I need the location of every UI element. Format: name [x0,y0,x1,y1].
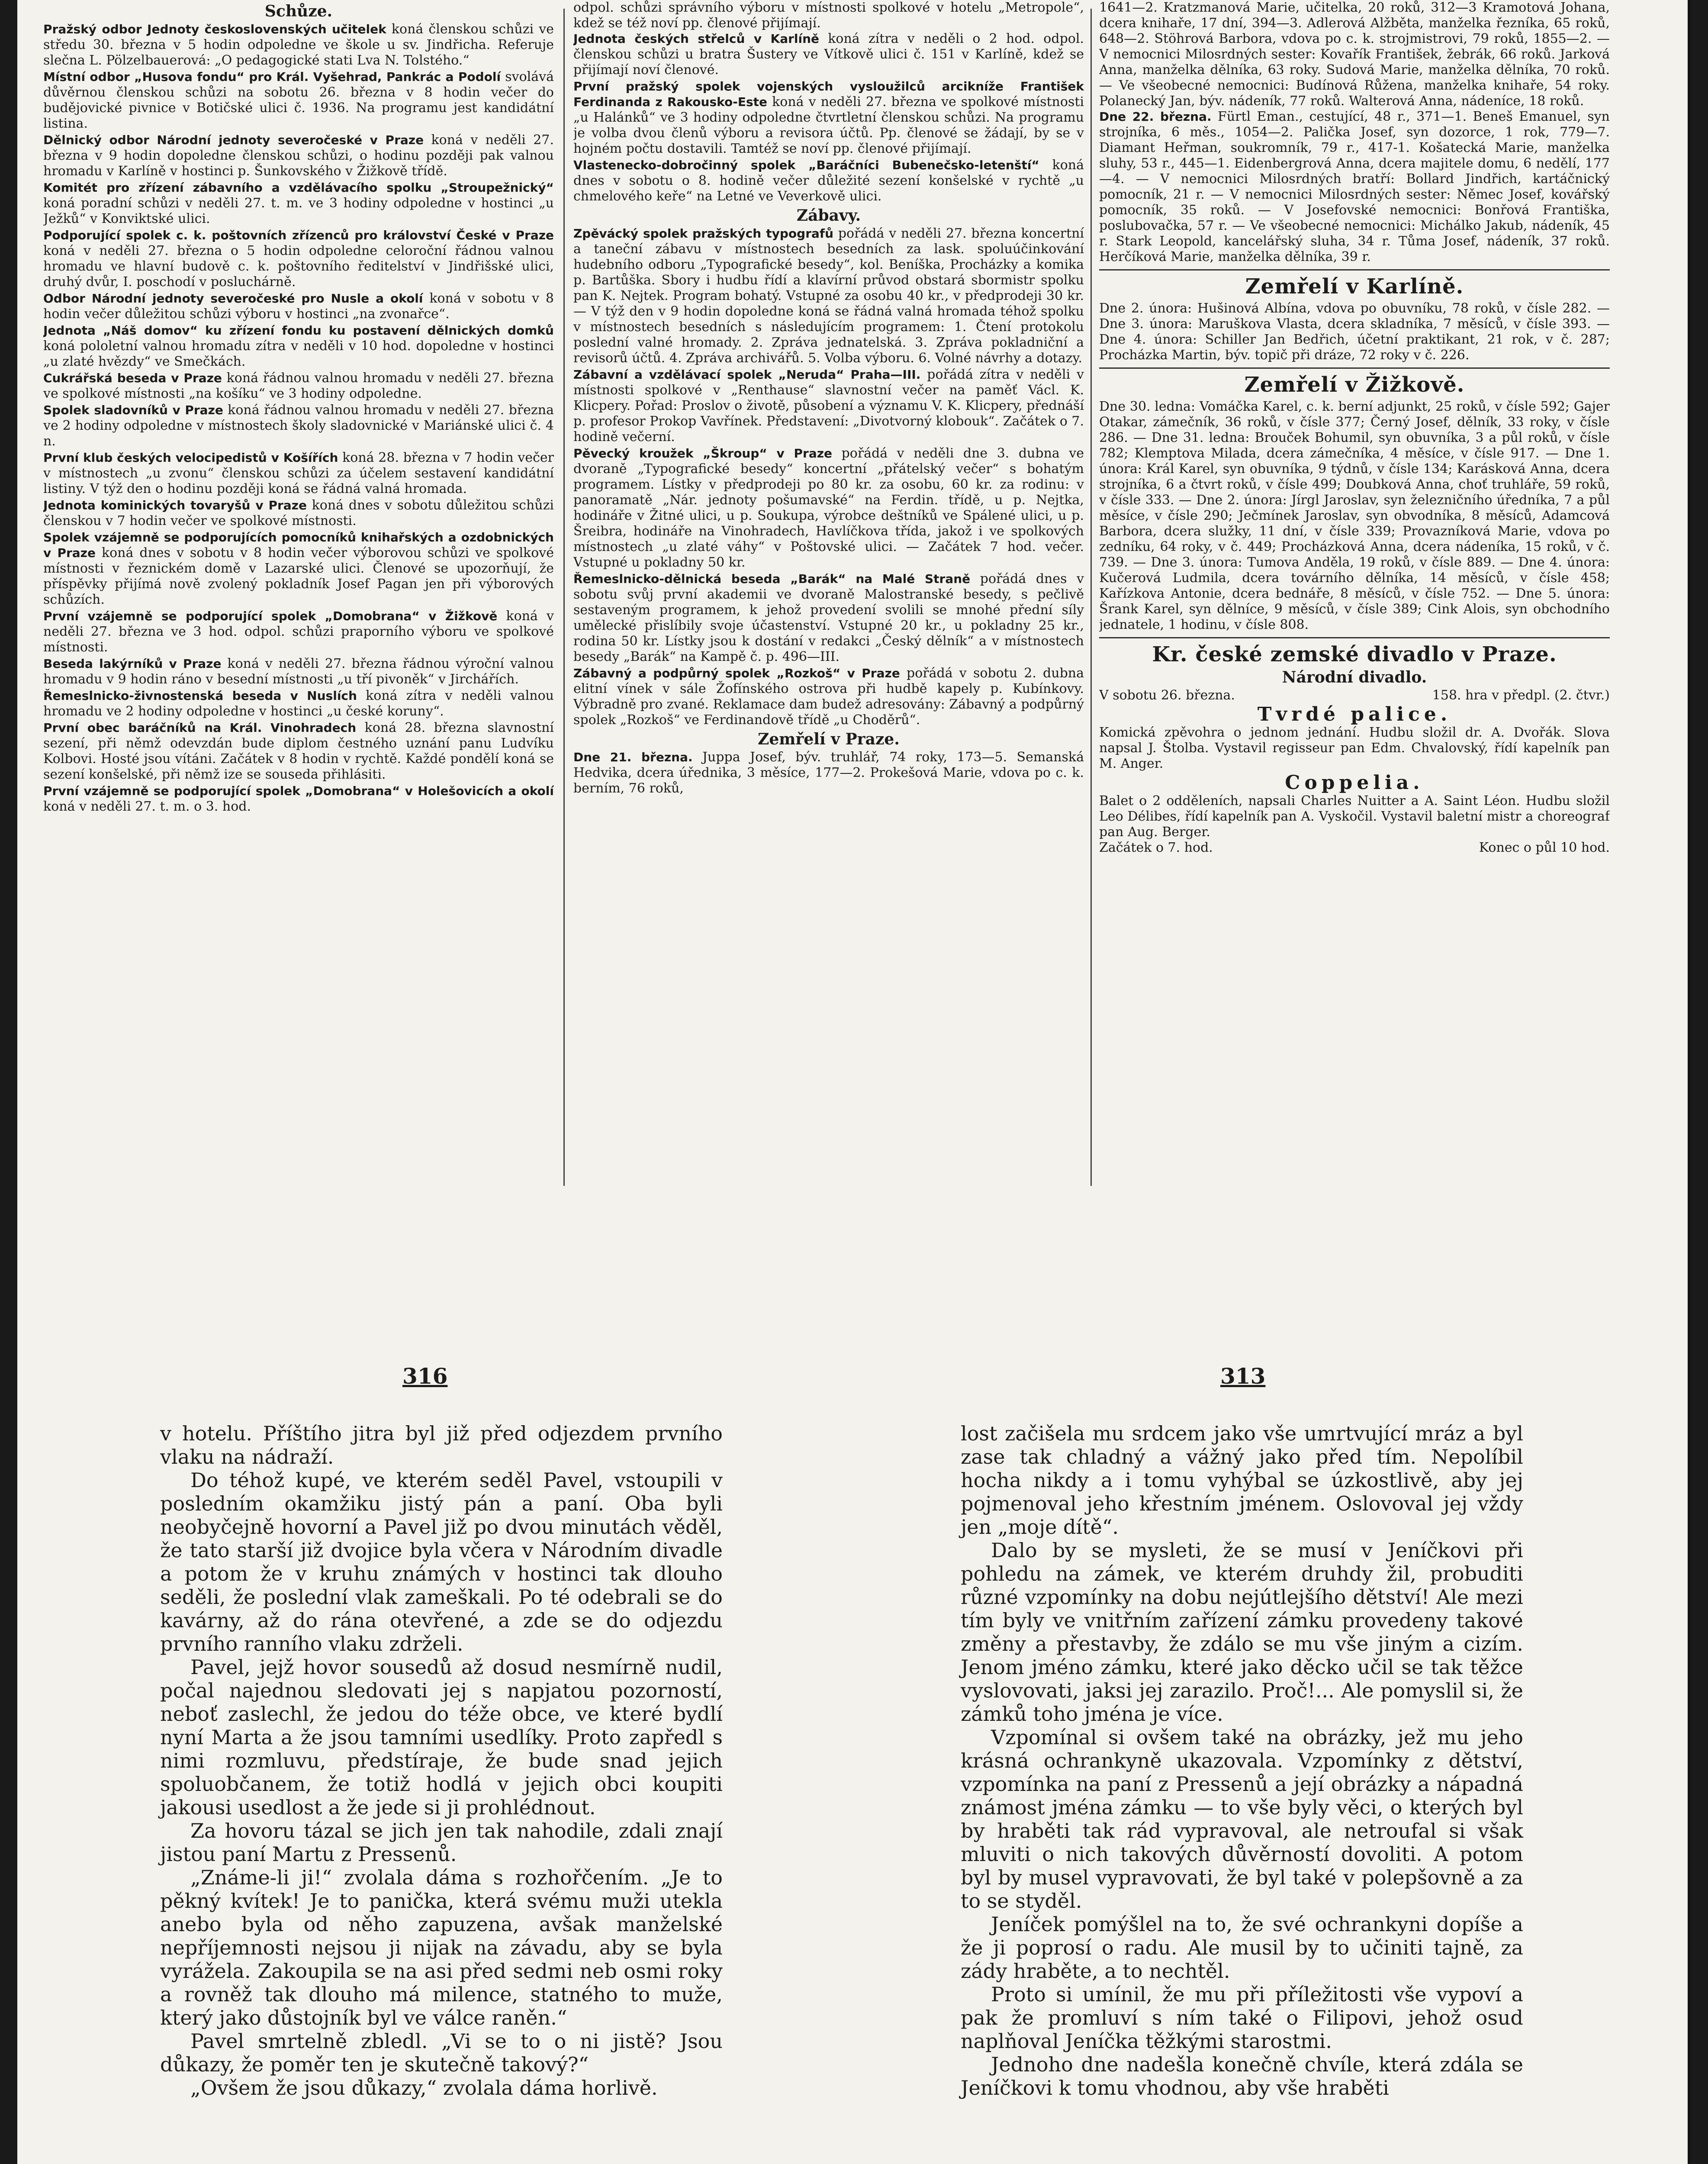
notice-item [43,783,554,815]
notice-body: pořádá zítra v neděli v místnosti spolkové v „Renthause“ slavnostní večer na paměť Václ. K. Klicpery. Pořad: Proslov o životě, působení a významu V. K. Klicpery, přednáší p. profesor Prokop Vavřínek. Představení: „Divotvorný klobouk“. Začátek o 7. hodině večerní. [573,367,1084,444]
novel-paragraph: Jednoho dne nadešla konečně chvíle, která zdála se Jeníčkovi k tomu vhodnou, aby vše hraběti [961,2053,1523,2100]
section-heading: Coppelia. [1285,772,1424,794]
notice-heading: Dělnický odbor Národní jednoty severočeské v Praze [43,133,424,147]
notice-heading: První vzájemně se podporující spolek „Domobrana“ v Holešovicích a okolí [43,784,554,798]
notice-heading: Podporující spolek c. k. poštovních zřízenců pro království České v Praze [43,228,554,242]
notice-heading: Vlastenecko-dobročinný spolek „Baráčníci Bubenečsko-letenští“ [573,158,1039,172]
notice-body: koná v neděli 27. t. m. o 3. hod. [43,799,251,814]
paragraph: Dne 30. ledna: Vomáčka Karel, c. k. berní adjunkt, 25 roků, v čísle 592; Gajer Otakar, zámečník, 36 roků, v čísle 377; Černý Josef, dělník, 33 roky, v čísle 286. — Dne 31. ledna: Brouček Bohumil, syn obuvníka, 3 a půl roků, v čísle 782; Klemptova Milada, dcera zámečníka, 4 měsíce, v čísle 917. — Dne 1. února: Král Karel, syn obuvníka, 9 týdnů, v čísle 134; Karásková Anna, dcera strojníka, 6 a čtvrt roků, v čísle 499; Doubková Anna, choť truhláře, 59 roků, v čísle 333. — Dne 2. února: Jírgl Jaroslav, syn železničního úředníka, 7 a půl měsíce, v čísle 290; Ječmínek Jaroslav, syn obvodníka, 8 měsíců, Adamcová Barbora, dcera služky, 11 dní, v čísle 339; Provazníková Marie, vdova po zedníku, 64 roky, v č. 449; Procházková Anna, dcera nádeníka, 15 roků, v č. 739. — Dne 3. února: Tumova Anděla, 19 roků, v čísle 889. — Dne 4. února: Kučerová Ludmila, dcera továrního dělníka, 14 měsíců, v čísle 458; Kařízkova Antonie, dcera bednáře, 8 měsíců, v čísle 752. — Dne 5. února: Šrank Karel, syn dělníce, 9 měsíců, v čísle 389; Cink Alois, syn obchodního jednatele, 1 hodinu, v čísle 808. [1099,399,1610,632]
notice-body: koná pololetní valnou hromadu zítra v neděli v 10 hod. dopoledne v hostinci „u zlaté hvězdy“ ve Smečkách. [43,338,554,369]
notice-item [573,750,1084,796]
scan-edge-right [1691,0,1708,2164]
novel-paragraph: Pavel smrtelně zbledl. „Vi se to o ni jistě? Jsou důkazy, že poměr ten je skutečně takový?“ [160,2029,723,2076]
notice-item [43,530,554,608]
notice-item [43,609,554,655]
novel-paragraph: Do téhož kupé, ve kterém seděl Pavel, vstoupili v posledním okamžiku jistý pán a paní. Oba byli neobyčejně hovorní a Pavel již po dvou minutách věděl, že tato starší již dvojice byla včera v Národním divadle a potom že v kruhu známých v hostinci tak dlouho seděli, že poslední vlak zameškali. Po té odebrali se do kavárny, až do rána otevřené, a zde se do odjezdu prvního ranního vlaku zdrželi. [160,1468,723,1655]
notice-item [43,323,554,370]
notice-item [43,291,554,322]
notice-heading: Pěvecký kroužek „Škroup“ v Praze [573,446,833,460]
notice-item [43,180,554,227]
notice-item [573,666,1084,728]
notice-body: pořádá v neděli 27. března koncertní a taneční zábavu v místnostech besedních za lask. spoluúčinkování hudebního odboru „Typografické besedy“, kol. Beníška, Procházky a komika p. Bartůška. Sbory i hudbu řídí a klavírní průvod obstará sbormistr spolku pan K. Nejtek. Program bohatý. Vstupné za osobu 40 kr., v předprodeji 30 kr. — V týž den v 9 hodin dopoledne koná se řádná valná hromada téhož spolku v místnostech besedních s následujícím programem: 1. Čtení protokolu poslední valné hromady. 2. Zpráva jednatelská. 3. Zpráva pokladniční a revisorů účtů. 4. Zpráva archivářů. 5. Volba výboru. 6. Volné návrhy a dotazy. [573,226,1084,366]
notice-item [43,69,554,132]
novel-paragraph: Dalo by se mysleti, že se musí v Jeníčkovi při pohledu na zámek, ve kterém druhdy žil, probuditi různé vzpomínky na dobu nejútlejšího dětství! Ale mezi tím byly ve vnitřním zařízení zámku provedeny takové změny a přestavby, že zdálo se mu vše jiným a cizím. Jenom jméno zámku, které jako děcko učil se tak těžce vyslovovati, jaksi jej zarazilo. Proč!... Ale pomyslil si, že zámků toho jména je více. [961,1539,1523,1726]
notice-body: koná zítra v neděli valnou hromadu ve 2 hodiny odpoledne v hostinci „u české koruny“. [43,688,554,719]
notice-body: koná v neděli 27. března řádnou výroční valnou hromadu v 9 hodin ráno v besední místnosti „u tří pivoněk“ v Jirchářích. [43,656,554,687]
notice-body: koná řádnou valnou hromadu v neděli 27. března ve spolkové místnosti „na košíku“ ve 3 hodiny odpoledne. [43,370,554,401]
notice-heading: Jednota „Náš domov“ ku zřízení fondu ku postavení dělnických domků [43,323,554,338]
notice-heading: Dne 21. března. [573,750,693,764]
notice-body: koná v sobotu v 8 hodin večer důležitou schůzi výboru v hostinci „na zvonařce“. [43,291,554,322]
notice-item [573,571,1084,665]
notice-body: koná dnes v sobotu v 8 hodin večer výborovou schůzi ve spolkové místnosti v řeznickém domě v Lazarské ulici. Členové se upozorňují, že příspěvky přijímá nově zvolený pokladník Josef Pagan jen při výborových schůzích. [43,545,554,607]
notice-heading: První obec baráčníků na Král. Vinohradech [43,721,357,735]
notice-body: koná v neděli 27. března v 9 hodin dopoledne členskou schůzi, o hodinu později pak valnou hromadu v Karlíně v hostinci p. Šunkovského v Žižkově třídě. [43,132,554,179]
notice-item [43,403,554,449]
section-heading: Zábavy. [796,206,861,225]
notice-heading: Zábavní a vzdělávací spolek „Neruda“ Praha—III. [573,367,921,382]
scan-edge-left [0,0,17,2164]
novel-paragraph: Vzpomínal si ovšem také na obrázky, jež mu jeho krásná ochrankyně ukazovala. Vzpomínky z dětství, vzpomínka na paní z Pressenů a její obrázky a nápadná známost jména zámku — to vše byly věci, o kterých byl by hraběti tak rád vypravoval, ale netroufal si však mluviti o nich takových důvěrností dovoliti. A potom byl by musel vypravovati, že byl také v polepšovně a za to se styděl. [961,1726,1523,1913]
notice-body: koná 28. března slavnostní sezení, při němž odevzdán bude diplom čestného uznání panu Ludvíku Kolbovi. Hosté jsou vítáni. Začátek v 8 hodin v rychtě. Každé pondělí koná se sezení konšelské, při němž ize se souseda přihlásiti. [43,720,554,782]
notice-heading: Komitét pro zřízení zábavního a vzdělávacího spolku „Stroupežnický“ [43,180,554,195]
paragraph: 1641—2. Kratzmanová Marie, učitelka, 20 roků, 312—3 Kramotová Johana, dcera knihaře, 17 dní, 394—3. Adlerová Alžběta, manželka řezníka, 65 roků, 648—2. Stöhrová Barbora, vdova po c. k. strojmistrovi, 79 roků, 1855—2. — V nemocnici Milosrdných sester: Kovařík František, žebrák, 66 roků. Jarková Anna, manželka dělníka, 63 roky. Sudová Marie, manželka dělníka, 70 roků. — Ve všeobecné nemocnici: Budínová Růžena, manželka knihaře, 54 roky. Polanecký Jan, býv. nádeník, 77 roků. Walterová Anna, nádeníce, 18 roků. [1099,0,1610,109]
notice-body: Juppa Josef, býv. truhlář, 74 roky, 173—5. Semanská Hedvika, dcera úřednika, 3 měsíce, 177—2. Prokešová Marie, vdova po c. k. berním, 76 roků, [573,750,1084,796]
paragraph: Balet o 2 odděleních, napsali Charles Nuitter a A. Saint Léon. Hudbu složil Leo Délibes, řídí kapelník pan A. Vyskočil. Vystavil baletní mistr a choreograf pan Aug. Berger. [1099,793,1610,840]
notice-heading: Beseda lakýrníků v Praze [43,657,222,671]
novel-page-left [160,1422,723,2100]
notice-item [43,498,554,529]
theatre-line [1099,688,1610,703]
notice-item [573,367,1084,445]
notice-body: pořádá v neděli dne 3. dubna ve dvoraně „Typografické besedy“ koncertní „přátelský večer“ s bohatým programem. Lístky v předprodeji po 80 kr. za osobu, 60 kr. za rodinu: v panoramatě „Nár. jednoty pošumavské“ na Ferdin. třídě, u p. Nejtka, hodináře v Žitné ulici, u p. Soukupa, výrobce deštníků ve Spálené ulici, u p. Šreibra, hodináře na Vinohradech, Havlíčkova třída, jakož i ve spolkových místnostech „u zlaté váhy“ v Poštovské ulici. — Začátek 7 hod. večer. Vstupné u pokladny 50 kr. [573,446,1084,570]
novel-paragraph: „Známe-li ji!“ zvolala dáma s rozhořčením. „Je to pěkný kvítek! Je to panička, která svému muži utekla anebo byla od něho zapuzena, avšak manželské nepříjemnosti nejsou ji nijak na závadu, aby se byla vyrážela. Zakoupila se na asi před sedmi neb osmi roky a rovněž tak dlouho má milence, statného to muže, který jako důstojník byl ve válce raněn.“ [160,1866,723,2029]
notice-heading: Dne 22. března. [1099,109,1212,124]
notice-item [43,720,554,783]
notice-body: pořádá dnes v sobotu svůj první akademii ve dvoraně Malostranské besedy, s pečlivě sestaveným programem, k jehož provedení svolili se mnohé přední síly umělecké přislíbily svoje účastenství. Vstupné 20 kr., u pokladny 25 kr., rodina 50 kr. Lístky jsou k dostání v redakci „Český dělník“ a v místnostech besedy „Barák“ na Kampě č. p. 496—III. [573,571,1084,664]
notice-heading: Místní odbor „Husova fondu“ pro Král. Vyšehrad, Pankrác a Podolí [43,70,501,84]
theatre-line-right: Konec o půl 10 hod. [1479,840,1610,855]
notice-body: koná dnes v sobotu důležitou schůzi členskou v 7 hodin večer ve spolkové místnosti. [43,498,554,528]
section-heading: Zemřelí v Praze. [758,730,900,748]
theatre-line [1099,840,1610,856]
newspaper-page [17,0,1688,2164]
notice-item [43,370,554,402]
paragraph: Komická zpěvohra o jednom jednání. Hudbu složil dr. A. Dvořák. Slova napsal J. Štolba. Vystavil regisseur pan Edm. Chvalovský, řídí kapelník pan M. Anger. [1099,725,1610,771]
notice-item [43,132,554,179]
notice-body: koná řádnou valnou hromadu v neděli 27. března ve 2 hodiny odpoledne v místnostech školy sladovnické v Mariánské ulici č. 4 n. [43,403,554,449]
novel-paragraph: Jeníček pomýšlel na to, že své ochrankyni dopíše a že ji poprosí o radu. Ale musil by to učiniti tajně, za zády hraběte, a to nechtěl. [961,1913,1523,1983]
notice-body: Fürtl Eman., cestující, 48 r., 371—1. Beneš Emanuel, syn strojníka, 6 měs., 1054—2. Palička Josef, syn dozorce, 1 rok, 779—7. Diamant Heřman, soukromník, 79 r., 417-1. Košatecká Marie, manželka sluhy, 53 r., 445—1. Eidenbergrová Anna, dcera majitele domu, 6 nedělí, 177—4. — V nemocnici Milosrdných bratří: Bollard Jindřich, kartáčnický pomocník, 21 r. — V nemocnici Milosrdných sester: Němec Josef, kovářský pomocník, 35 roků. — V Josefovské nemocnici: Bonřová Františka, poslubovačka, 57 r. — Ve všeobecné nemocnici: Michálko Jakub, nádeník, 45 r. Stark Leopold, kancelářský sluha, 34 r. Tůma Josef, nádeník, 37 roků. Herčíková Marie, manželka dělníka, 39 r. [1099,109,1610,264]
theatre-line-left: Začátek o 7. hod. [1099,840,1213,855]
notice-item [43,688,554,719]
notice-heading: Odbor Národní jednoty severočeské pro Nusle a okolí [43,291,423,306]
notice-body: koná 28. března v 7 hodin večer v místnostech „u zvonu“ členskou schůzi za účelem sestavení kandidátní listiny. V týž den o hodinu později koná se řádná valná hromada. [43,450,554,496]
section-heading: Schůze. [264,2,333,20]
paragraph: Dne 2. února: Hušinová Albína, vdova po obuvníku, 78 roků, v čísle 282. — Dne 3. února: Maruškova Vlasta, dcera skladníka, 7 měsíců, v čísle 393. — Dne 4. února: Schiller Jan Bedřich, účetní praktikant, 21 rok, v č. 287; Procházka Martin, býv. topič při dráze, 72 roky v č. 226. [1099,301,1610,363]
notice-heading: Řemeslnicko-dělnická beseda „Barák“ na Malé Straně [573,572,971,586]
notice-item [573,226,1084,366]
novel-paragraph: Pavel, jejž hovor sousedů až dosud nesmírně nudil, počal najednou sledovati jej s napjatou pozorností, neboť zaslechl, že jedou do téže obce, ve které bydlí nyní Marta a že jsou tamními usedlíky. Proto zapředl s nimi rozmluvu, předstíraje, že bude snad jejich spoluobčanem, že totiž hodlá v jejich obci koupiti jakousi usedlost a že jede si ji prohlédnout. [160,1655,723,1819]
notice-heading: První pražský spolek vojenských vysloužilců arcikníže František Ferdinanda z Rakousko-Este [573,79,1084,109]
notice-body: koná zítra v neděli o 2 hod. odpol. členskou schůzi u bratra Šustery ve Vítkově ulici č. 151 v Karlíně, kdež se přijímají noví členové. [573,31,1084,77]
notice-body: pořádá v sobotu 2. dubna elitní vínek v sále Žofínského ostrova při hudbě kapely p. Kubínkovy. Výbradně pro zvané. Reklamace dam budež adresovány: Zábavný a podpůrný spolek „Rozkoš“ ve Ferdinandově třídě „u Choděrů“. [573,666,1084,728]
notice-item [573,158,1084,204]
divider [1099,637,1610,638]
notice-body: koná členskou schůzi ve středu 30. března v 5 hodin odpoledne ve škole u sv. Jindřicha. Referuje slečna L. Pölzelbauerová: „O pedagogické stati Lva N. Tolstého.“ [43,22,554,68]
notice-body: koná v neděli 27. března ve spolkové místnosti „u Halánků“ ve 3 hodiny odpoledne čtvrtletní členskou schůzi. Na programu je volba dvou členů výboru a revisora účtů. Pp. členové se žádají, by se v hojném počtu dostavili. Tamtéž se noví pp. členové přijímají. [573,94,1084,156]
notice-item [573,31,1084,78]
notice-item [43,450,554,497]
theatre-line-left: V sobotu 26. března. [1099,688,1235,703]
notice-heading: Řemeslnicko-živnostenská beseda v Nuslích [43,689,357,703]
notice-body: koná poradní schůzi v neděli 27. t. m. ve 3 hodiny odpoledne v hostinci „u Ježků“ v Konviktské ulici. [43,196,554,226]
divider [1099,269,1610,270]
page-number-right: 313 [1220,1363,1266,1389]
novel-paragraph: v hotelu. Příštího jitra byl již před odjezdem prvního vlaku na nádraží. [160,1422,723,1468]
notice-item [573,79,1084,157]
notice-body: koná v neděli 27. března ve 3 hod. odpol. schůzi praporního výboru ve spolkové místnosti. [43,609,554,655]
column-rule [1090,9,1092,1186]
notice-body: koná v neděli 27. března o 5 hodin odpoledne celoroční řádnou valnou hromadu ve hlavní budově c. k. poštovního ředitelství v Jindřišské ulici, druhý dvůr, I. poschodí v posluchárně. [43,243,554,290]
notice-item [43,22,554,68]
section-heading: Tvrdé palice. [1257,703,1452,725]
notice-body: koná dnes v sobotu o 8. hodině večer důležité sezení konšelské v rychtě „u chmelového keře“ na Letné ve Veverkově ulici. [573,158,1084,204]
section-heading: Kr. české zemské divadlo v Praze. [1152,642,1557,667]
notice-item [1099,109,1610,265]
novel-paragraph: lost začišela mu srdcem jako vše umrtvující mráz a byl zase tak chladný a vážný jako před tím. Nepolíbil hocha nikdy a i tomu vyhýbal se úzkostlivě, aby jej pojmenoval jeho křestním jménem. Oslovoval jej vždy jen „moje dítě“. [961,1422,1523,1539]
divider [1099,367,1610,369]
notice-heading: Zpěvácký spolek pražských typografů [573,226,834,241]
notice-heading: Cukrářská beseda v Praze [43,371,222,385]
column-rule [563,9,565,1186]
notice-heading: První vzájemně se podporující spolek „Domobrana“ v Žižkově [43,609,498,623]
notice-item [573,446,1084,570]
notice-heading: Jednota kominických tovaryšů v Praze [43,498,307,512]
section-heading: Zemřelí v Žižkově. [1244,373,1465,397]
notice-heading: Zábavný a podpůrný spolek „Rozkoš“ v Praze [573,666,900,680]
page-number-left: 316 [402,1363,448,1389]
novel-paragraph: „Ovšem že jsou důkazy,“ zvolala dáma horlivě. [190,2076,658,2100]
paragraph: odpol. schůzi správního výboru v místnosti spolkové v hotelu „Metropole“, kdež se též noví pp. členové přijímají. [573,0,1084,31]
novel-paragraph: Proto si umínil, že mu při příležitosti vše vypoví a pak že promluví s ním také o Filipovi, jehož osud naplňoval Jeníčka těžkými starostmi. [961,1983,1523,2053]
notice-body: svolává důvěrnou členskou schůzi na sobotu 26. března v 8 hodin večer do budějovické pivnice v Botičské ulici č. 1936. Na programu jest kandidátní listina. [43,69,554,131]
section-heading: Zemřelí v Karlíně. [1245,274,1464,299]
notice-item [43,656,554,687]
novel-paragraph: Za hovoru tázal se jich jen tak nahodile, zdali znají jistou paní Martu z Pressenů. [160,1819,723,1866]
notice-heading: Spolek vzájemně se podporujících pomocníků knihařských a ozdobnických v Praze [43,530,554,560]
column-deaths-theatre [1099,0,1610,1190]
notice-heading: První klub českých velocipedistů v Košířích [43,451,338,465]
column-notices-meetings [43,0,554,1190]
column-notices-entertainment [573,0,1084,1190]
notice-heading: Jednota českých střelců v Karlíně [573,32,820,46]
notice-heading: Spolek sladovníků v Praze [43,403,223,417]
notice-heading: Pražský odbor Jednoty československých učitelek [43,22,386,36]
notice-item [43,228,554,290]
section-heading: Národní divadlo. [1282,668,1427,686]
novel-page-right [961,1422,1523,2100]
theatre-line-right: 158. hra v předpl. (2. čtvr.) [1432,688,1610,703]
